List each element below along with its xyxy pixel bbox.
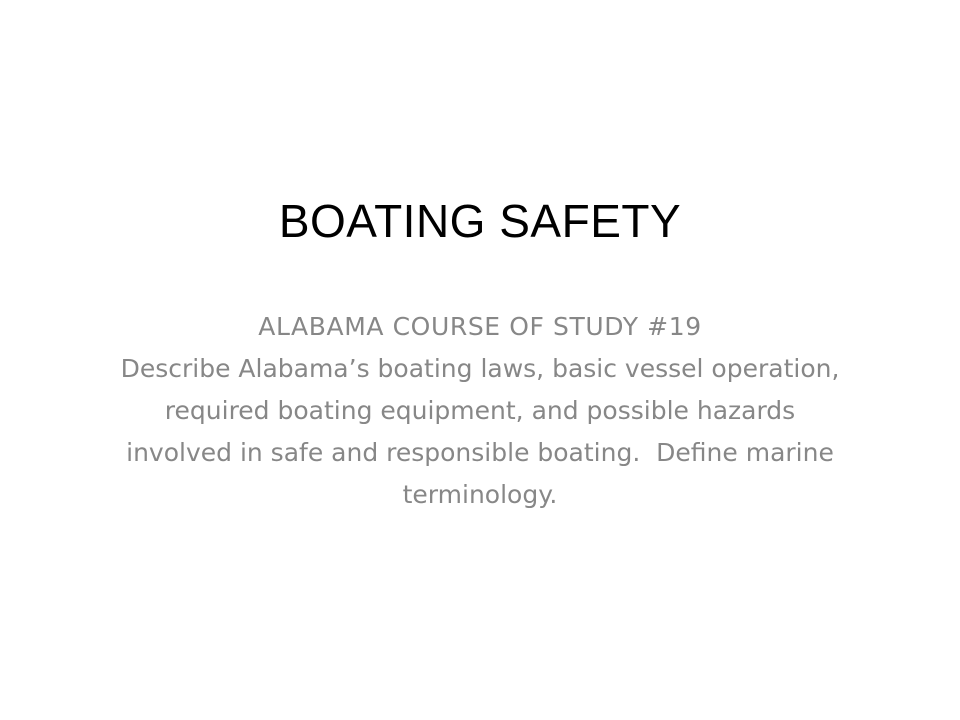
subtitle-body: Describe Alabama’s boating laws, basic vessel operation, required boating equipment, and possible hazards involved in safe and responsible boating. Define marine terminology.	[120, 354, 848, 509]
subtitle-heading: ALABAMA COURSE OF STUDY #19	[258, 312, 702, 341]
slide-subtitle	[110, 306, 850, 516]
slide-title: BOATING SAFETY	[278, 195, 682, 247]
